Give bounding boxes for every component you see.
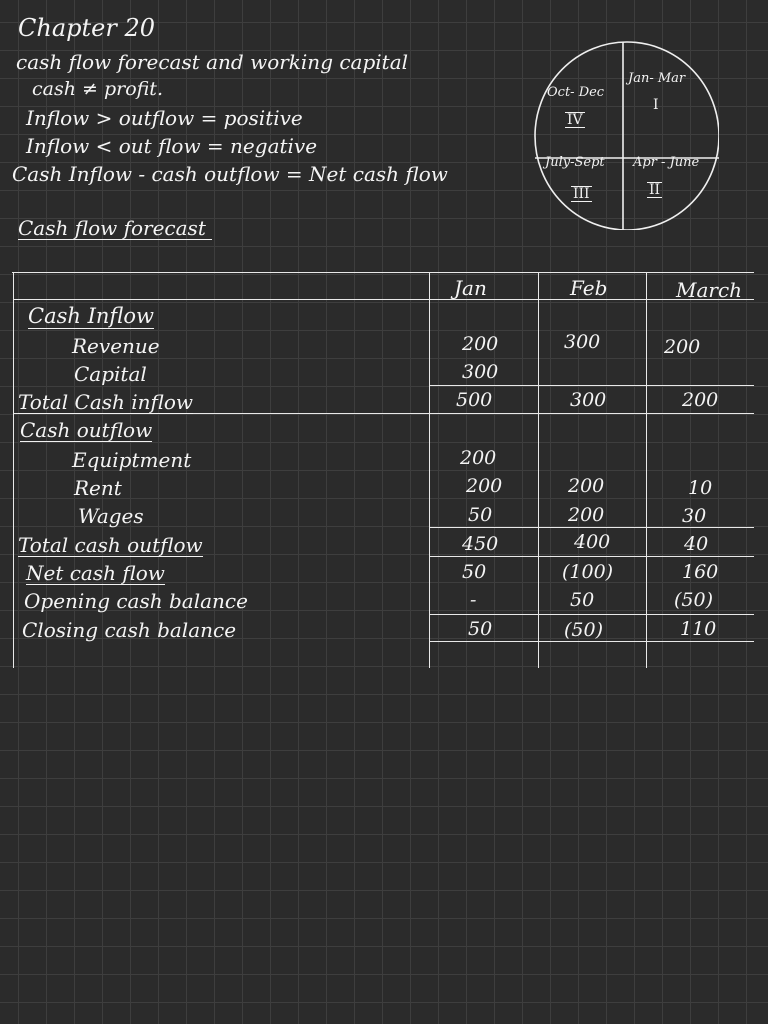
row-label-cash-inflow: Cash Inflow [28, 304, 155, 328]
notes-line-net-cash-flow: Cash Inflow - cash outflow = Net cash flow [12, 162, 448, 186]
closing-bottom-rule [430, 641, 754, 642]
table-left-rule [13, 272, 14, 668]
cell-total-inflow-march: 200 [682, 389, 719, 411]
row-label-equipment: Equiptment [72, 448, 192, 472]
notes-line-negative: Inflow < out flow = negative [26, 134, 318, 158]
cell-wages-march: 30 [682, 505, 707, 527]
quarter-1-numeral: I [653, 97, 659, 113]
notes-line-cash-profit: cash ≠ profit. [32, 78, 163, 100]
outflow-section-rule [430, 556, 754, 557]
cell-wages-jan: 50 [468, 504, 493, 526]
cell-rent-march: 10 [688, 477, 713, 499]
table-header-rule [14, 299, 754, 300]
table-feb-march-divider [646, 272, 647, 668]
cell-total-outflow-march: 40 [684, 533, 709, 555]
closing-top-rule [430, 614, 754, 615]
notes-line-positive: Inflow > outflow = positive [26, 106, 303, 130]
table-label-divider [429, 272, 430, 668]
cell-revenue-jan: 200 [462, 333, 499, 355]
cell-equipment-jan: 200 [460, 447, 497, 469]
row-label-net-cash-flow: Net cash flow [26, 561, 165, 585]
cell-total-inflow-jan: 500 [456, 389, 493, 411]
cell-opening-balance-march: (50) [674, 589, 714, 611]
cell-total-outflow-jan: 450 [462, 533, 499, 555]
outflow-total-rule [430, 527, 754, 528]
inflow-total-rule [430, 385, 754, 386]
cell-net-cash-flow-jan: 50 [462, 561, 487, 583]
cell-opening-balance-feb: 50 [570, 589, 595, 611]
quarter-4-months: Oct- Dec [547, 85, 605, 100]
quarter-3-months: July-Sept [545, 155, 605, 170]
cell-net-cash-flow-march: 160 [682, 561, 719, 583]
column-header-jan: Jan [454, 276, 487, 300]
table-jan-feb-divider [538, 272, 539, 668]
cell-capital-jan: 300 [462, 361, 499, 383]
cell-closing-balance-march: 110 [680, 618, 717, 640]
row-label-closing-cash-balance: Closing cash balance [22, 618, 237, 642]
row-label-revenue: Revenue [72, 334, 160, 358]
cell-closing-balance-jan: 50 [468, 618, 493, 640]
column-header-march: March [676, 278, 743, 302]
quarter-2-numeral: II [649, 182, 661, 198]
section-heading: Cash flow forecast [18, 218, 212, 240]
cell-closing-balance-feb: (50) [564, 619, 604, 641]
quarter-1-months: Jan- Mar [628, 71, 686, 86]
row-label-cash-outflow: Cash outflow [20, 418, 153, 442]
row-label-total-cash-outflow: Total cash outflow [18, 533, 203, 557]
cell-rent-jan: 200 [466, 475, 503, 497]
cell-total-inflow-feb: 300 [570, 389, 607, 411]
row-label-capital: Capital [74, 362, 147, 386]
table-top-rule [12, 272, 754, 273]
row-label-total-cash-inflow: Total Cash inflow [18, 390, 194, 414]
chapter-heading: Chapter 20 [18, 14, 155, 42]
row-label-rent: Rent [74, 476, 122, 500]
quarter-circle-drawing [533, 40, 719, 230]
cell-revenue-feb: 300 [564, 331, 601, 353]
quarter-4-numeral: IV [567, 112, 583, 128]
cell-net-cash-flow-feb: (100) [562, 561, 614, 583]
notes-title: cash flow forecast and working capital [16, 50, 409, 74]
quarter-diagram [533, 40, 719, 230]
column-header-feb: Feb [570, 276, 608, 300]
quarter-2-months: Apr - June [633, 155, 700, 170]
row-label-opening-cash-balance: Opening cash balance [24, 589, 248, 613]
cell-total-outflow-feb: 400 [574, 531, 611, 553]
cell-opening-balance-jan: - [470, 589, 477, 611]
cell-rent-feb: 200 [568, 475, 605, 497]
row-label-wages: Wages [78, 504, 144, 528]
cell-wages-feb: 200 [568, 504, 605, 526]
quarter-3-numeral: III [573, 186, 590, 202]
cell-revenue-march: 200 [664, 336, 701, 358]
